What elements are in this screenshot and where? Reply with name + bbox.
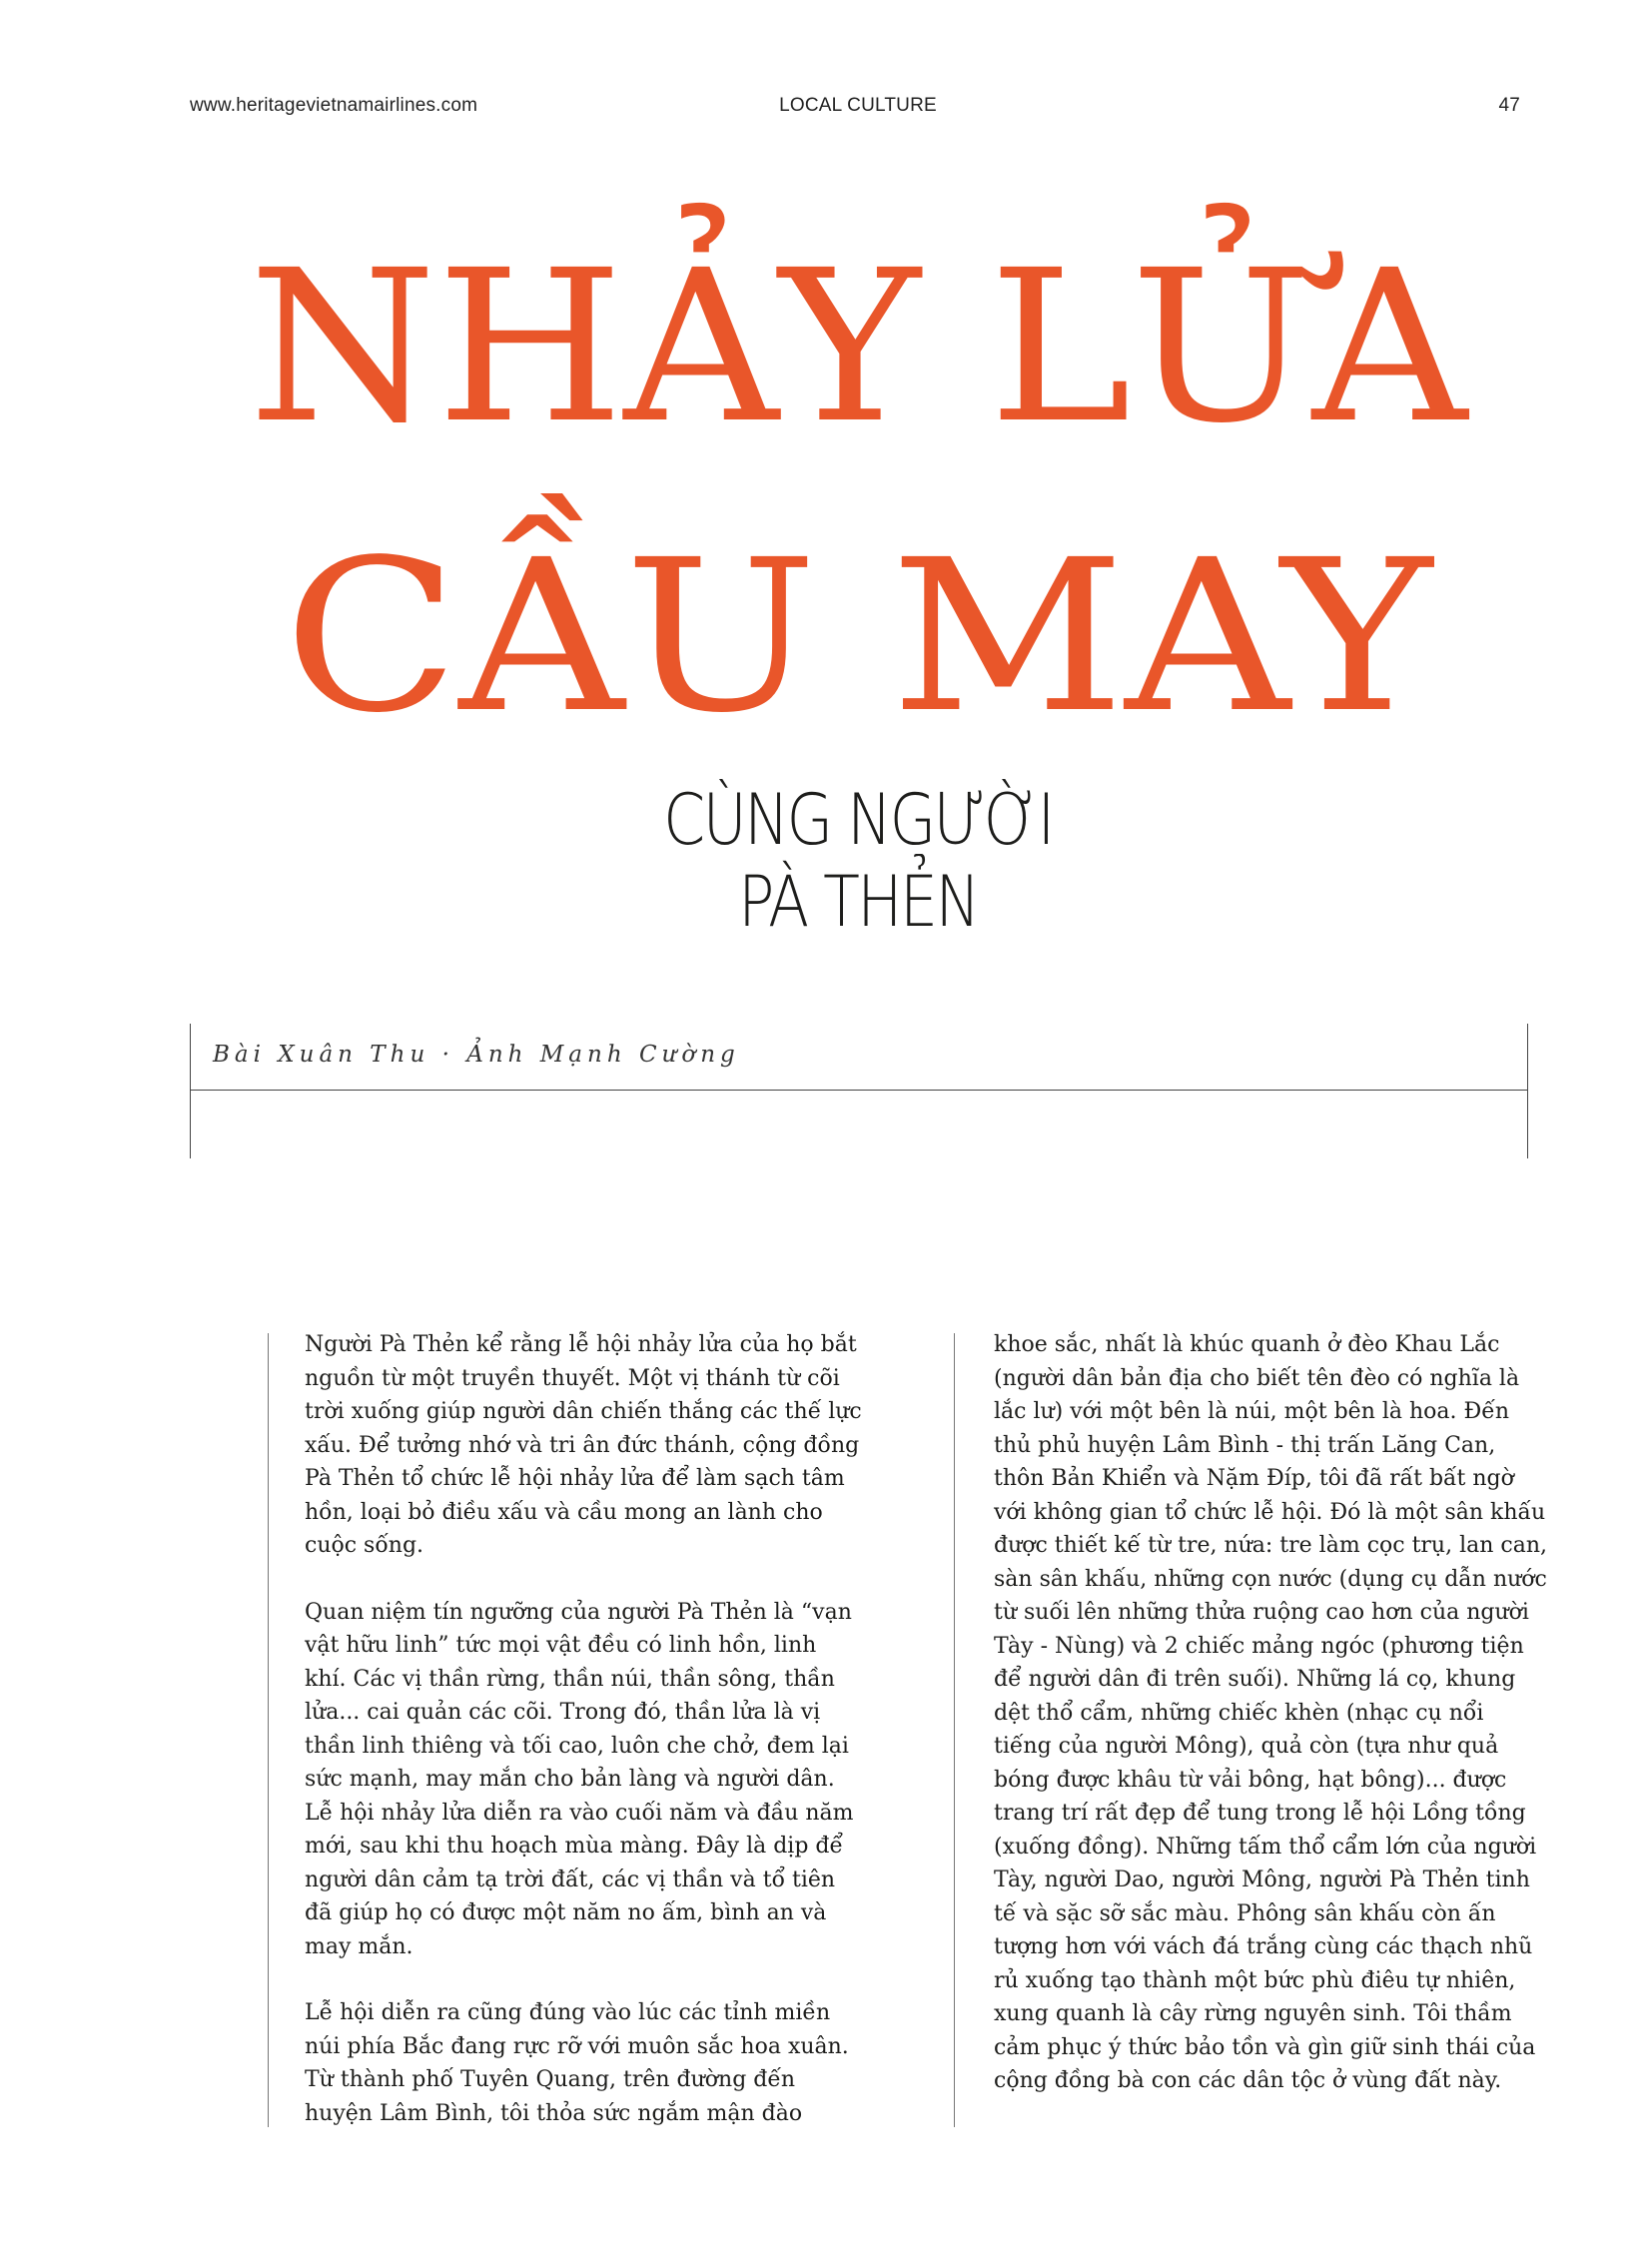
body-column-left — [305, 1328, 864, 2163]
title-line-2: CẦU MAY — [284, 514, 1335, 719]
section-label: LOCAL CULTURE — [779, 95, 937, 116]
paragraph: Quan niệm tín ngưỡng của người Pà Thẻn là “vạn vật hữu linh” tức mọi vật đều có linh hồn, linh khí. Các vị thần rừng, thần núi, thần sông, thần lửa... cai quản các cõi. Trong đó, thần lửa là vị thần linh thiêng và tối cao, luôn che chở, đem lại sức mạnh, may mắn cho bản làng và người dân. Lễ hội nhảy lửa diễn ra vào cuối năm và đầu năm mới, sau khi thu hoạch mùa màng. Đây là dịp để người dân cảm tạ trời đất, các vị thần và tổ tiên đã giúp họ có được một năm no ấm, bình an và may mắn. — [305, 1599, 854, 1959]
page-header — [0, 0, 1652, 120]
article-title — [0, 200, 1652, 719]
right-column-rule — [954, 1333, 955, 2127]
body-column-right — [994, 1328, 1548, 2131]
paragraph: Lễ hội diễn ra cũng đúng vào lúc các tỉnh miền núi phía Bắc đang rực rỡ với muôn sắc hoa xuân. Từ thành phố Tuyên Quang, trên đường đến huyện Lâm Bình, tôi thỏa sức ngắm mận đào — [305, 2000, 849, 2126]
article-subtitle — [0, 779, 1652, 943]
byline-divider — [190, 1090, 1528, 1091]
paragraph: khoe sắc, nhất là khúc quanh ở đèo Khau Lắc (người dân bản địa cho biết tên đèo có nghĩa là lắc lư) với một bên là núi, một bên là hoa. Đến thủ phủ huyện Lâm Bình - thị trấn Lăng Can, thôn Bản Khiển và Nặm Đíp, tôi đã rất bất ngờ với không gian tổ chức lễ hội. Đó là một sân khấu được thiết kế từ tre, nứa: tre làm cọc trụ, lan can, sàn sân khấu, những cọn nước (dụng cụ dẫn nước từ suối lên những thửa ruộng cao hơn của người Tày - Nùng) và 2 chiếc mảng ngóc (phương tiện để người dân đi trên suối). Những lá cọ, khung dệt thổ cẩm, những chiếc khèn (nhạc cụ nổi tiếng của người Mông), quả còn (tựa như quả bóng được khâu từ vải bông, hạt bông)... được trang trí rất đẹp để tung trong lễ hội Lồng tồng (xuống đồng). Những tấm thổ cẩm lớn của người Tày, người Dao, người Mông, người Pà Thẻn tinh tế và sặc sỡ sắc màu. Phông sân khấu còn ấn tượng hơn với vách đá trắng cùng các thạch nhũ rủ xuống tạo thành một bức phù điêu tự nhiên, xung quanh là cây rừng nguyên sinh. Tôi thầm cảm phục ý thức bảo tồn và gìn giữ sinh thái của cộng đồng bà con các dân tộc ở vùng đất này. — [994, 1332, 1547, 2093]
title-line-1: NHẢY LỬA — [249, 225, 1440, 469]
subtitle-line-2: PÀ THẺN — [738, 861, 978, 943]
title-lettering — [0, 200, 1652, 719]
byline-right-rule — [1527, 1024, 1528, 1158]
paragraph: Người Pà Thẻn kể rằng lễ hội nhảy lửa của họ bắt nguồn từ một truyền thuyết. Một vị thánh từ cõi trời xuống giúp người dân chiến thắng các thế lực xấu. Để tưởng nhớ và tri ân đức thánh, cộng đồng Pà Thẻn tổ chức lễ hội nhảy lửa để làm sạch tâm hồn, loại bỏ điều xấu và cầu mong an lành cho cuộc sống. — [305, 1332, 862, 1558]
website-url[interactable]: www.heritagevietnamairlines.com — [190, 95, 478, 116]
page-number: 47 — [1498, 95, 1520, 116]
byline: Bài Xuân Thu · Ảnh Mạnh Cường — [213, 1042, 740, 1068]
byline-box — [190, 1024, 1528, 1158]
byline-left-rule — [190, 1024, 191, 1158]
left-column-rule — [268, 1333, 269, 2127]
subtitle-line-1: CÙNG NGƯỜI — [663, 779, 1053, 861]
